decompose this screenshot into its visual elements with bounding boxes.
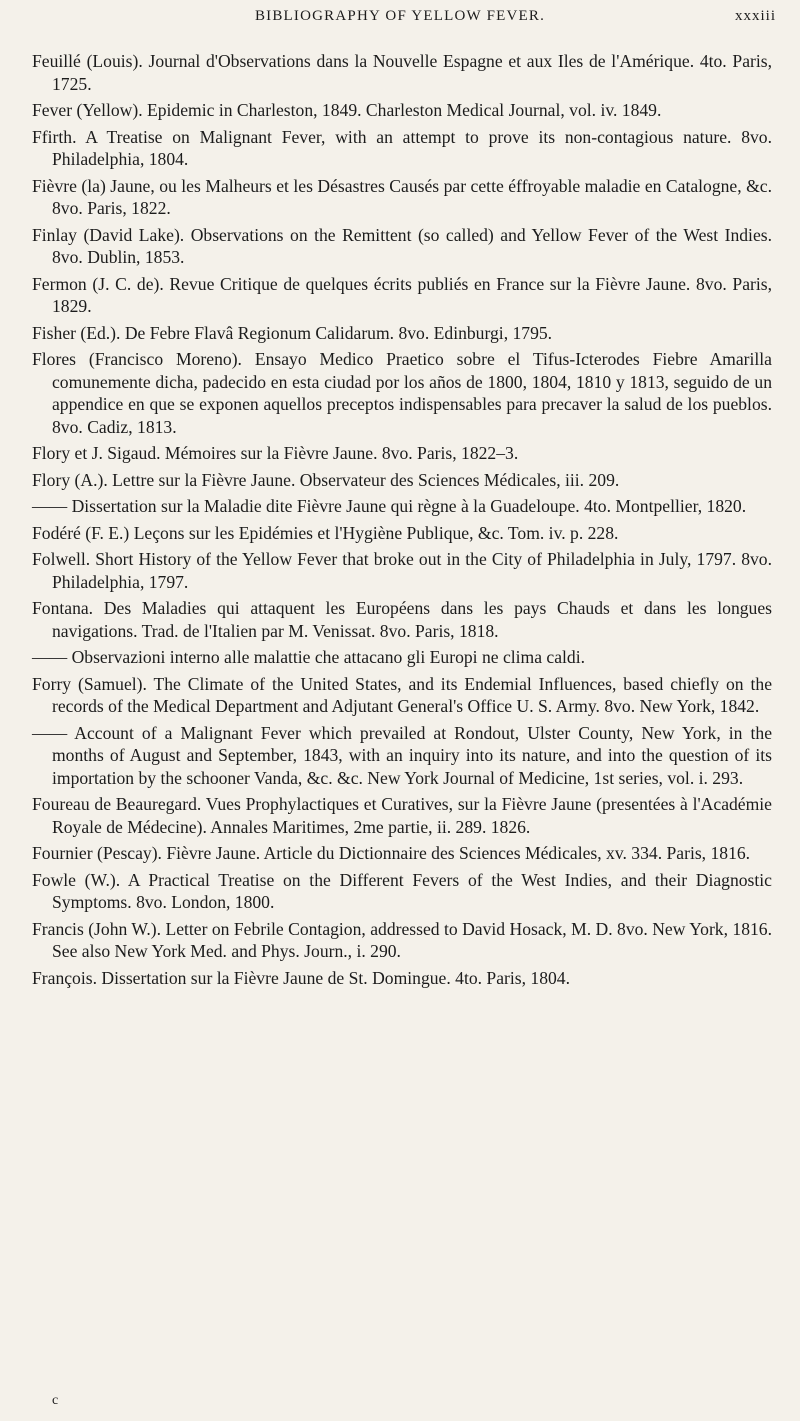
- bibliography-entry: Finlay (David Lake). Observations on the Remittent (so called) and Yellow Fever of the West Indies. 8vo. Dublin, 1853.: [32, 224, 772, 267]
- bibliography-entry: Fever (Yellow). Epidemic in Charleston, 1849. Charleston Medical Journal, vol. iv. 1849.: [32, 100, 662, 120]
- bibliography-entry: Francis (John W.). Letter on Febrile Contagion, addressed to David Hosack, M. D. 8vo. New York, 1816. See also New York Med. and Phys. Journ., i. 290.: [32, 918, 772, 961]
- bibliography-entry: Fodéré (F. E.) Leçons sur les Epidémies et l'Hygiène Publique, &c. Tom. iv. p. 228.: [32, 522, 619, 543]
- signature-mark: c: [52, 1393, 59, 1408]
- bibliography-entry: Flory et J. Sigaud. Mémoires sur la Fièvre Jaune. 8vo. Paris, 1822–3.: [32, 443, 519, 463]
- bibliography-entry: Ffirth. A Treatise on Malignant Fever, with an attempt to prove its non-contagious nature. 8vo. Philadelphia, 1804.: [32, 126, 772, 169]
- bibliography-entry: Fowle (W.). A Practical Treatise on the Different Fevers of the West Indies, and their Diagnostic Symptoms. 8vo. London, 1800.: [32, 869, 772, 912]
- bibliography-entry: Foureau de Beauregard. Vues Prophylactiques et Curatives, sur la Fièvre Jaune (presentées à l'Académie Royale de Médecine). Annales Maritimes, 2me partie, ii. 289. 1826.: [32, 794, 772, 837]
- bibliography-entry: Fournier (Pescay). Fièvre Jaune. Article du Dictionnaire des Sciences Médicales, xv. 334. Paris, 1816.: [32, 843, 751, 863]
- bibliography-entry: Fermon (J. C. de). Revue Critique de quelques écrits publiés en France sur la Fièvre Jaune. 8vo. Paris, 1829.: [32, 273, 772, 316]
- bibliography-entry: —— Observazioni interno alle malattie che attacano gli Europi ne clima caldi.: [32, 647, 586, 667]
- bibliography-entry: —— Dissertation sur la Maladie dite Fièvre Jaune qui règne à la Guadeloupe. 4to. Montpellier, 1820.: [32, 496, 747, 516]
- bibliography-list: [32, 50, 772, 993]
- bibliography-entry: —— Account of a Malignant Fever which prevailed at Rondout, Ulster County, New York, in the months of August and September, 1843, with an inquiry into its nature, and into the question of its importation by the schooner Vanda, &c. &c. New York Journal of Medicine, 1st series, vol. i. 293.: [32, 722, 772, 788]
- bibliography-entry: Forry (Samuel). The Climate of the United States, and its Endemial Influences, based chiefly on the records of the Medical Department and Adjutant General's Office U. S. Army. 8vo. New York, 1842.: [32, 673, 772, 716]
- running-head: BIBLIOGRAPHY OF YELLOW FEVER.: [254, 8, 546, 24]
- bibliography-entry: François. Dissertation sur la Fièvre Jaune de St. Domingue. 4to. Paris, 1804.: [32, 967, 571, 988]
- bibliography-entry: Flores (Francisco Moreno). Ensayo Medico Praetico sobre el Tifus-Icterodes Fiebre Amarilla comunemente dicha, padecido en esta ciudad por los años de 1800, 1804, 1810 y 1813, seguido de un appendice en que se exponen aquellos preceptos indispensables para precaver la salud de los pueblos. 8vo. Cadiz, 1813.: [32, 349, 772, 437]
- page-header: [0, 4, 800, 32]
- bibliography-entry: Fisher (Ed.). De Febre Flavâ Regionum Calidarum. 8vo. Edinburgi, 1795.: [32, 322, 553, 343]
- page-number: xxxiii: [734, 8, 776, 24]
- bibliography-entry: Flory (A.). Lettre sur la Fièvre Jaune. Observateur des Sciences Médicales, iii. 209.: [32, 469, 620, 490]
- bibliography-entry: Fontana. Des Maladies qui attaquent les Européens dans les pays Chauds et dans les longues navigations. Trad. de l'Italien par M. Venissat. 8vo. Paris, 1818.: [32, 598, 772, 641]
- bibliography-entry: Feuillé (Louis). Journal d'Observations dans la Nouvelle Espagne et aux Iles de l'Amérique. 4to. Paris, 1725.: [32, 51, 772, 94]
- bibliography-entry: Folwell. Short History of the Yellow Fever that broke out in the City of Philadelphia in July, 1797. 8vo. Philadelphia, 1797.: [32, 549, 772, 592]
- bibliography-entry: Fièvre (la) Jaune, ou les Malheurs et les Désastres Causés par cette éffroyable maladie en Catalogne, &c. 8vo. Paris, 1822.: [32, 175, 772, 218]
